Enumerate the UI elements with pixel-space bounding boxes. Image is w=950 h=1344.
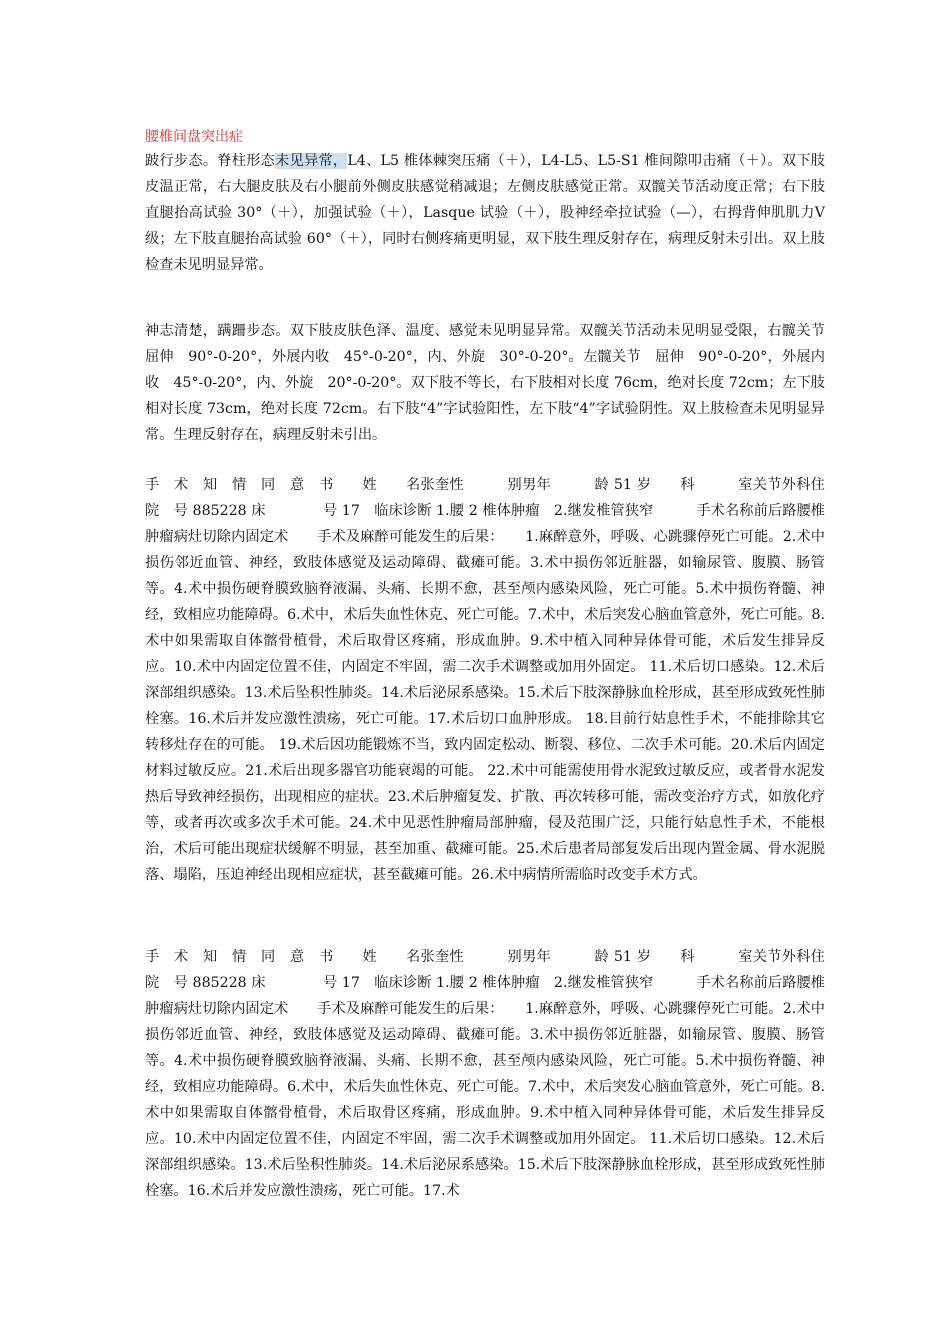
consent-paragraph-2: 手 术 知 情 同 意 书 姓 名张奎性 别男年 龄 51 岁 科 室关节外科住 院 号 885228 床 号 17 临床诊断 1.腰 2 椎体肿瘤 2.继发椎管狭窄 手术名称前后路腰椎肿瘤病灶切除内固定术 手术及麻醉可能发生的后果： 1.麻醉意外，呼吸、心跳骤停死亡可能。2.术中损伤邻近血管、神经，致肢体感觉及运动障碍、截瘫可能。3.术中损伤邻近脏器，如输尿管、腹膜、肠管等。4.术中损伤硬脊膜致脑脊液漏、头痛、长期不愈，甚至颅内感染风险，死亡可能。5.术中损伤脊髓、神经，致相应功能障碍。6.术中，术后失血性休克、死亡可能。7.术中，术后突发心脑血管意外，死亡可能。8.术中如果需取自体髂骨植骨，术后取骨区疼痛，形成血肿。9.术中植入同种异体骨可能，术后发生排异反应。10.术中内固定位置不佳，内固定不牢固，需二次手术调整或加用外固定。 11.术后切口感染。12.术后深部组织感染。13.术后坠积性肺炎。14.术后泌尿系感染。15.术后下肢深静脉血栓形成，甚至形成致死性肺栓塞。16.术后并发应激性溃疡，死亡可能。17.术 [145,949,840,1199]
selected-text[interactable]: 未见异常， [275,153,348,169]
document-title: 腰椎间盘突出症 [145,129,243,145]
exam1-text-before: 跛行步态。脊柱形态 [145,153,276,169]
exam-paragraph-1 [145,148,825,278]
exam1-text-after: L4、L5 椎体棘突压痛（＋），L4-L5、L5-S1 椎间隙叩击痛（＋）。双下肢皮温正常，右大腿皮肤及右小腿前外侧皮肤感觉稍减退；左侧皮肤感觉正常。双髋关节活动度正常；右下肢直腿抬高试验 30°（＋），加强试验（＋），Lasque 试验（＋），股神经牵拉试验（—），右拇背伸肌肌力Ⅴ级；左下肢直腿抬高试验 60°（＋），同时右侧疼痛更明显，双下肢生理反射存在，病理反射未引出。双上肢检查未见明显异常。 [145,153,825,273]
exam-paragraph-2: 神志清楚，蹒跚步态。双下肢皮肤色泽、温度、感觉未见明显异常。双髋关节活动未见明显受限，右髋关节 屈伸 90°-0-20°，外展内收 45°-0-20°，内、外旋 30°-0-20°。左髋关节 屈伸 90°-0-20°，外展内收 45°-0-20°，内、外旋 20°-0-20°。双下肢不等长，右下肢相对长度 76cm，绝对长度 72cm；左下肢相对长度 73cm，绝对长度 72cm。右下肢“4”字试验阳性，左下肢“4”字试验阴性。双上肢检查未见明显异常。生理反射存在，病理反射未引出。 [145,323,840,443]
consent-paragraph-1: 手 术 知 情 同 意 书 姓 名张奎性 别男年 龄 51 岁 科 室关节外科住 院 号 885228 床 号 17 临床诊断 1.腰 2 椎体肿瘤 2.继发椎管狭窄 手术名称前后路腰椎肿瘤病灶切除内固定术 手术及麻醉可能发生的后果： 1.麻醉意外，呼吸、心跳骤停死亡可能。2.术中损伤邻近血管、神经，致肢体感觉及运动障碍、截瘫可能。3.术中损伤邻近脏器，如输尿管、腹膜、肠管等。4.术中损伤硬脊膜致脑脊液漏、头痛、长期不愈，甚至颅内感染风险，死亡可能。5.术中损伤脊髓、神经，致相应功能障碍。6.术中，术后失血性休克、死亡可能。7.术中，术后突发心脑血管意外，死亡可能。8.术中如果需取自体髂骨植骨，术后取骨区疼痛，形成血肿。9.术中植入同种异体骨可能，术后发生排异反应。10.术中内固定位置不佳，内固定不牢固，需二次手术调整或加用外固定。 11.术后切口感染。12.术后深部组织感染。13.术后坠积性肺炎。14.术后泌尿系感染。15.术后下肢深静脉血栓形成，甚至形成致死性肺栓塞。16.术后并发应激性溃疡，死亡可能。17.术后切口血肿形成。 18.目前行姑息性手术，不能排除其它转移灶存在的可能。 19.术后因功能锻炼不当，致内固定松动、断裂、移位、二次手术可能。20.术后内固定材料过敏反应。21.术后出现多器官功能衰竭的可能。 22.术中可能需使用骨水泥致过敏反应，或者骨水泥发热后导致神经损伤，出现相应的症状。23.术后肿瘤复发、扩散、再次转移可能，需改变治疗方式，如放化疗等，或者再次或多次手术可能。24.术中见恶性肿瘤局部肿瘤，侵及范围广泛，只能行姑息性手术，不能根治，术后可能出现症状缓解不明显，甚至加重、截瘫可能。25.术后患者局部复发后出现内置金属、骨水泥脱落、塌陷，压迫神经出现相应症状，甚至截瘫可能。26.术中病情所需临时改变手术方式。 [145,477,840,883]
